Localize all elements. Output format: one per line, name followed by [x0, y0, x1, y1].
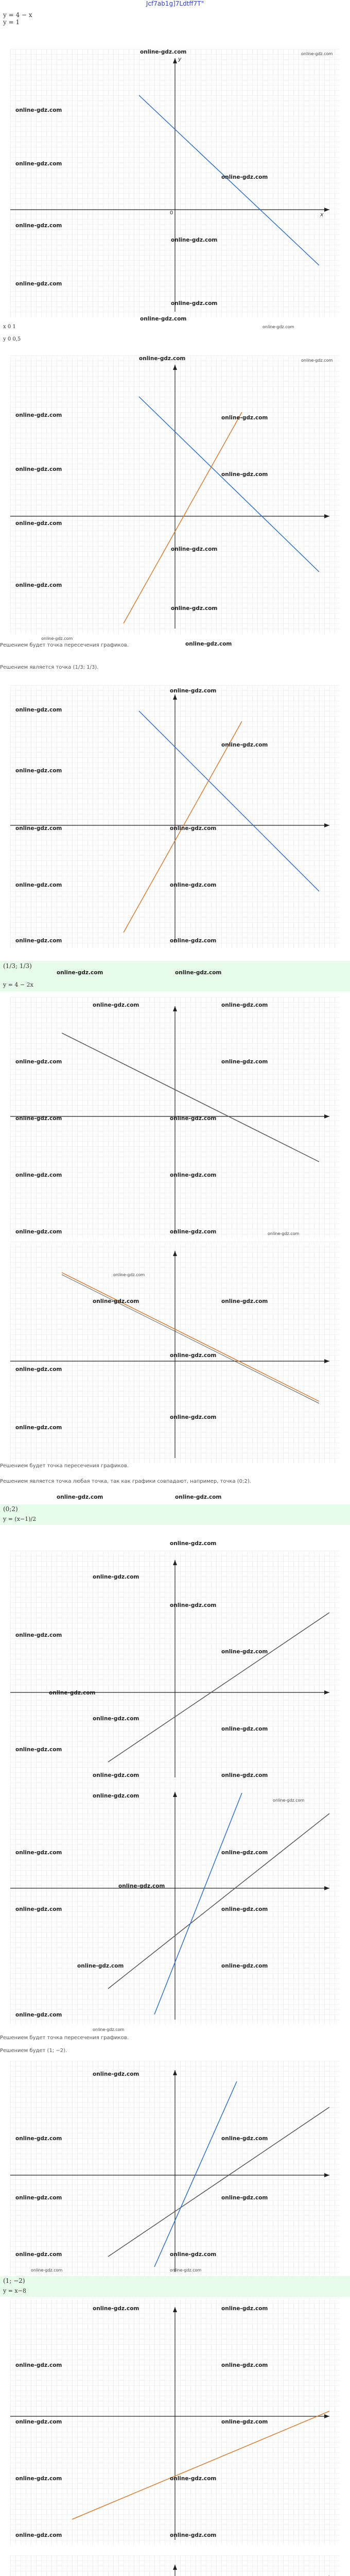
watermark: online-gdz.com [301, 52, 333, 56]
watermark: online-gdz.com [15, 281, 62, 287]
watermark: online-gdz.com [140, 316, 187, 322]
graph-2 [0, 355, 350, 634]
watermark: online-gdz.com [15, 1850, 62, 1856]
watermark: online-gdz.com [221, 2362, 268, 2368]
watermark: online-gdz.com [15, 2362, 62, 2368]
watermark: online-gdz.com [221, 1726, 268, 1732]
watermark: online-gdz.com [221, 1906, 268, 1912]
watermark: online-gdz.com [93, 1002, 139, 1008]
answer-1-equation: y = 4 − 2x [3, 981, 33, 988]
text-6: Решением будет (1; −2). [0, 2048, 67, 2054]
watermark: online-gdz.com [273, 1798, 305, 1803]
answer-2-equation: y = (x−1)/2 [3, 1516, 37, 1522]
watermark: online-gdz.com [221, 742, 268, 748]
system-1 [3, 11, 32, 26]
watermark: online-gdz.com [93, 1772, 139, 1778]
table-1-row-2: y 0 0,5 [3, 336, 21, 342]
text-1: Решением будет точка пересечения графиков. [0, 642, 129, 648]
watermark: online-gdz.com [170, 1602, 217, 1608]
watermark: online-gdz.com [15, 1059, 62, 1065]
watermark: online-gdz.com [221, 2136, 268, 2142]
watermark: online-gdz.com [57, 1494, 103, 1500]
watermark: online-gdz.com [262, 325, 294, 329]
answer-1: (1/3; 1/3) [3, 962, 32, 970]
watermark: online-gdz.com [15, 2136, 62, 2142]
watermark: online-gdz.com [15, 520, 62, 527]
graph-3 [0, 685, 350, 948]
axis-y-label-1: y [178, 56, 182, 62]
watermark: online-gdz.com [221, 471, 268, 478]
graph-1 [0, 49, 350, 317]
watermark: online-gdz.com [170, 1540, 217, 1547]
watermark: online-gdz.com [93, 2306, 139, 2312]
watermark: online-gdz.com [93, 2027, 125, 2032]
watermark: online-gdz.com [93, 1574, 139, 1580]
text-4: Решением является точка любая точка, так как графики совпадают, например, точка (0;2). [0, 1479, 251, 1484]
watermark: online-gdz.com [170, 2476, 217, 2482]
watermark: online-gdz.com [221, 2419, 268, 2425]
watermark: online-gdz.com [170, 2251, 217, 2258]
watermark: online-gdz.com [171, 237, 218, 243]
watermark: online-gdz.com [15, 938, 62, 944]
watermark: online-gdz.com [221, 2195, 268, 2201]
watermark: online-gdz.com [170, 1229, 217, 1235]
watermark: online-gdz.com [93, 2071, 139, 2077]
watermark: online-gdz.com [170, 825, 217, 832]
watermark: online-gdz.com [15, 412, 62, 418]
watermark: online-gdz.com [221, 415, 268, 421]
watermark: online-gdz.com [171, 605, 218, 612]
watermark: online-gdz.com [15, 2532, 62, 2538]
origin-label-1: 0 [170, 210, 173, 216]
watermark: online-gdz.com [93, 1298, 139, 1304]
watermark: online-gdz.com [15, 1115, 62, 1122]
watermark: online-gdz.com [49, 1690, 96, 1696]
answer-box-3 [0, 2276, 350, 2297]
table-1-row-1: x 0 1 [3, 324, 16, 330]
watermark: online-gdz.com [175, 1494, 222, 1500]
watermark: online-gdz.com [221, 174, 268, 180]
watermark: online-gdz.com [113, 1273, 145, 1277]
watermark: online-gdz.com [15, 825, 62, 832]
watermark: online-gdz.com [221, 1772, 268, 1778]
text-3: Решением будет точка пересечения графиков. [0, 1463, 129, 1469]
watermark: online-gdz.com [15, 1229, 62, 1235]
watermark: online-gdz.com [15, 2195, 62, 2201]
answer-box-2 [0, 1504, 350, 1525]
header-code: Jcf7ab1g]7Ldtff7T" [146, 0, 204, 7]
text-2: Решением является точка (1/3; 1/3). [0, 665, 99, 670]
answer-2: (0;2) [3, 1505, 18, 1513]
text-5: Решением будет точка пересечения графиков. [0, 2035, 129, 2041]
watermark: online-gdz.com [15, 1632, 62, 1638]
watermark: online-gdz.com [221, 1059, 268, 1065]
watermark: online-gdz.com [93, 1716, 139, 1722]
watermark: online-gdz.com [31, 2268, 63, 2273]
watermark: online-gdz.com [221, 1298, 268, 1304]
watermark: online-gdz.com [15, 768, 62, 774]
watermark: online-gdz.com [301, 358, 333, 363]
watermark: online-gdz.com [170, 2532, 217, 2538]
watermark: online-gdz.com [15, 223, 62, 229]
graph-8 [0, 2061, 350, 2277]
watermark: online-gdz.com [118, 1883, 165, 1889]
watermark: online-gdz.com [93, 1793, 139, 1799]
answer-box-1 [0, 961, 350, 992]
system-1-line-2: y = 1 [3, 19, 20, 26]
watermark: online-gdz.com [15, 1747, 62, 1753]
watermark: online-gdz.com [15, 2419, 62, 2425]
watermark: online-gdz.com [15, 161, 62, 167]
page-header [0, 0, 350, 13]
watermark: online-gdz.com [170, 688, 217, 694]
answer-3: (1; −2) [3, 2277, 25, 2284]
watermark: online-gdz.com [170, 1414, 217, 1420]
watermark: online-gdz.com [15, 882, 62, 888]
watermark: online-gdz.com [221, 1963, 268, 1969]
watermark: online-gdz.com [170, 1172, 217, 1178]
watermark: online-gdz.com [15, 707, 62, 713]
watermark: online-gdz.com [170, 1115, 217, 1122]
watermark: online-gdz.com [15, 1172, 62, 1178]
watermark: online-gdz.com [221, 1649, 268, 1655]
watermark: online-gdz.com [170, 1352, 217, 1359]
watermark: online-gdz.com [140, 49, 187, 55]
graph-7 [0, 1783, 350, 2025]
watermark: online-gdz.com [15, 466, 62, 472]
watermark: online-gdz.com [221, 1002, 268, 1008]
watermark: online-gdz.com [139, 355, 186, 362]
watermark: online-gdz.com [171, 546, 218, 552]
watermark: online-gdz.com [15, 107, 62, 113]
watermark: online-gdz.com [170, 882, 217, 888]
watermark: online-gdz.com [170, 2268, 202, 2273]
watermark: online-gdz.com [57, 970, 103, 976]
watermark: online-gdz.com [268, 1231, 300, 1236]
axis-x-label-1: x [320, 211, 324, 218]
watermark: online-gdz.com [170, 938, 217, 944]
watermark: online-gdz.com [77, 1963, 124, 1969]
table-1 [3, 324, 21, 343]
watermark: online-gdz.com [15, 582, 62, 588]
watermark: online-gdz.com [221, 1850, 268, 1856]
watermark: online-gdz.com [175, 970, 222, 976]
answer-3-equation: y = x−8 [3, 2287, 26, 2294]
watermark: online-gdz.com [15, 1906, 62, 1912]
system-1-line-1: y = 4 − x [3, 11, 32, 19]
watermark: online-gdz.com [185, 641, 232, 647]
watermark: online-gdz.com [41, 636, 73, 641]
watermark: online-gdz.com [221, 2306, 268, 2312]
watermark: online-gdz.com [171, 300, 218, 307]
watermark: online-gdz.com [15, 1425, 62, 1431]
watermark: online-gdz.com [15, 2476, 62, 2482]
watermark: online-gdz.com [15, 2251, 62, 2258]
watermark: online-gdz.com [15, 1366, 62, 1372]
watermark: online-gdz.com [15, 2012, 62, 2018]
graph-10 [0, 2555, 350, 2576]
